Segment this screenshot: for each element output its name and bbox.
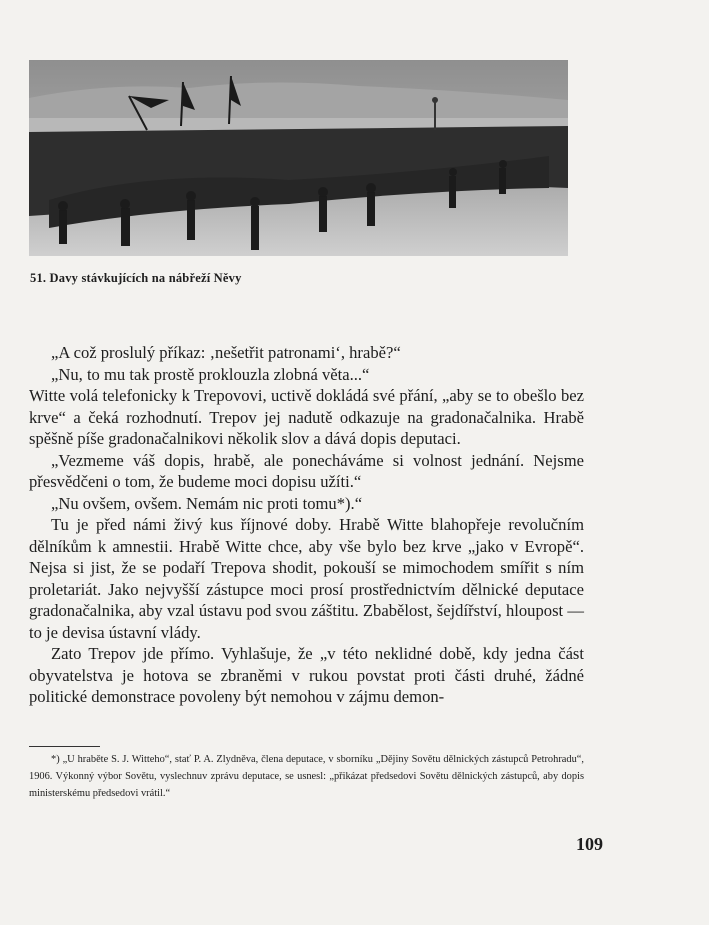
body-text (29, 342, 584, 708)
figure-caption: 51. Davy stávkujících na nábřeží Něvy (30, 271, 242, 285)
footnote-text: *) „U hraběte S. J. Witteho“, stať P. A. Zlydněva, člena deputace, v sborníku „Dějiny Sovětu dělnických zástupců Petrohradu“, 1906. Výkonný výbor Sovětu, vyslechnuv zprávu deputace, se usnesl: „přikázat předsedovi Sovětu dělnických zástupců, aby dopis ministerskému předsedovi vrátil.“ (29, 754, 584, 799)
paragraph: „Nu, to mu tak prostě proklouzla zlobná věta...“ (51, 364, 370, 384)
footnote (29, 752, 584, 802)
paragraph: „A což proslulý příkaz: ‚nešetřit patronami‘, hrabě?“ (51, 343, 401, 362)
paragraph: Witte volá telefonicky k Trepovovi, uctivě dokládá své přání, „aby se to obešlo bez krve“ a čeká rozhodnutí. Trepov jej nadutě odkazuje na gradonačalnika. Hrabě spěšně píše gradonačalnikovi několik slov a dává dopis deputaci. (29, 386, 584, 448)
page-number: 109 (576, 834, 603, 854)
paragraph: „Vezmeme váš dopis, hrabě, ale ponecháváme si volnost jednání. Nejsme přesvědčeni o tom, že budeme moci dopisu užíti.“ (29, 450, 584, 491)
crowd-photograph (29, 60, 568, 256)
paragraph: Zato Trepov jde přímo. Vyhlašuje, že „v této neklidné době, kdy jedna část obyvatelstva je hotova se zbraněmi v rukou povstat proti části druhé, žádné politické demonstrace povoleny být nemohou v zájmu demon- (29, 644, 584, 706)
paragraph: Tu je před námi živý kus říjnové doby. Hrabě Witte blahopřeje revolučním dělníkům k amnestii. Hrabě Witte chce, aby vše bylo bez krve „jako v Evropě“. Nejsa si jist, že se podaří Trepova shodit, pokouší se mimochodem smířit s ním proletariát. Jako nejvyšší zástupce moci prosí prostřednictvím dělnické deputace gradonačalnika, aby vzal ústavu pod svou záštitu. Zbabělost, šejdířství, hloupost — to je devisa ústavní vlády. (29, 515, 584, 642)
paragraph: „Nu ovšem, ovšem. Nemám nic proti tomu*).“ (51, 493, 363, 513)
footnote-divider (29, 746, 100, 747)
